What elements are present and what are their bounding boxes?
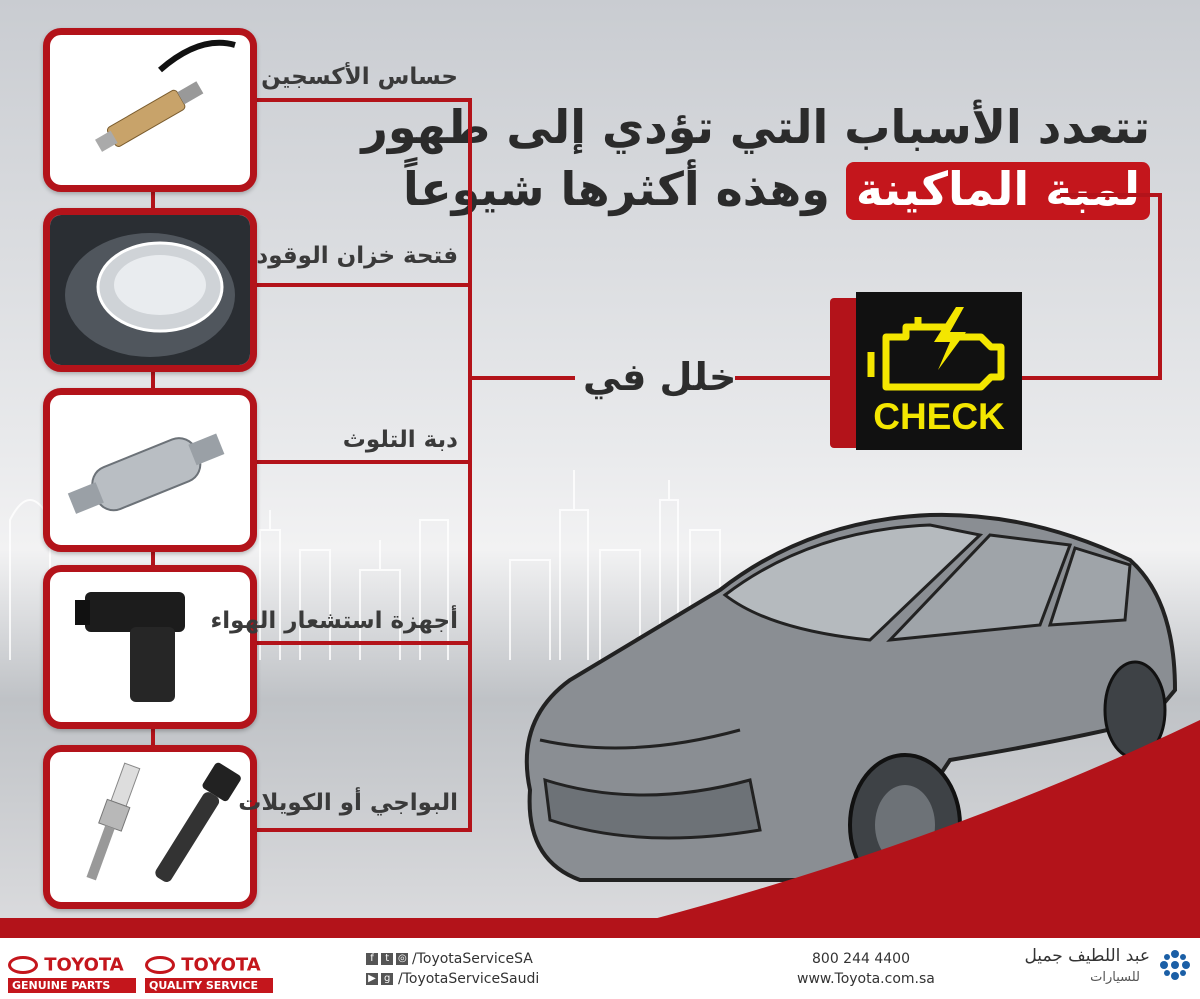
headline-line2-rest: وهذه أكثرها شيوعاً xyxy=(402,162,830,216)
airflow-sensor-icon xyxy=(50,572,250,722)
part-card-airflow-sensor xyxy=(43,565,257,729)
brand1-name: TOYOTA xyxy=(44,954,124,976)
footer-red-bar xyxy=(0,918,1200,938)
google-plus-icon[interactable]: g xyxy=(381,973,393,985)
social-icons-row1 xyxy=(366,953,408,965)
part-label-spark-plug-coil: البواجي أو الكويلات xyxy=(238,790,458,816)
headline-line1: تتعدد الأسباب التي تؤدي إلى ظهور xyxy=(361,100,1150,154)
check-label: CHECK xyxy=(873,396,1005,437)
part-card-catalytic-converter xyxy=(43,388,257,552)
part-card-spark-plug-coil xyxy=(43,745,257,909)
toyota-logo-icon xyxy=(145,956,175,974)
social-handle-2[interactable]: /ToyotaServiceSaudi xyxy=(398,971,540,987)
part-label-fuel-cap: فتحة خزان الوقود xyxy=(256,243,458,269)
part-label-airflow-sensor: أجهزة استشعار الهواء xyxy=(210,608,458,634)
youtube-icon[interactable]: ▶ xyxy=(366,973,378,985)
social-handle-1[interactable]: /ToyotaServiceSA xyxy=(412,951,533,967)
red-accent-wedge xyxy=(650,720,1200,920)
part-label-oxygen-sensor: حساس الأكسجين xyxy=(261,64,458,90)
facebook-icon[interactable]: f xyxy=(366,953,378,965)
website[interactable]: www.Toyota.com.sa xyxy=(797,971,935,987)
brand2-sub: QUALITY SERVICE xyxy=(145,978,273,993)
fault-label: خلل في xyxy=(583,355,737,399)
toyota-logo-icon xyxy=(8,956,38,974)
phone-number: 800 244 4400 xyxy=(812,951,910,967)
dealer-sub: للسيارات xyxy=(1090,970,1140,985)
instagram-icon[interactable]: ◎ xyxy=(398,953,407,964)
check-engine-light xyxy=(856,292,1022,450)
dealer-logo-icon xyxy=(1158,948,1192,982)
spark-plug-coil-icon xyxy=(50,752,250,902)
part-label-catalytic-converter: دبة التلوث xyxy=(342,427,458,453)
brand2-name: TOYOTA xyxy=(181,954,261,976)
part-card-oxygen-sensor xyxy=(43,28,257,192)
brand-genuine-parts xyxy=(8,954,136,993)
part-card-fuel-cap xyxy=(43,208,257,372)
dealer-name: عبد اللطيف جميل xyxy=(1024,946,1150,966)
catalytic-converter-icon xyxy=(50,395,250,545)
social-icons-row2 xyxy=(366,973,393,985)
twitter-icon[interactable]: t xyxy=(381,953,393,965)
brand-quality-service xyxy=(145,954,273,993)
oxygen-sensor-icon xyxy=(50,35,250,185)
fuel-cap-icon xyxy=(50,215,250,365)
headline-highlight: لمبة الماكينة xyxy=(846,162,1150,220)
engine-warning-icon xyxy=(856,302,1022,402)
brand1-sub: GENUINE PARTS xyxy=(8,978,136,993)
